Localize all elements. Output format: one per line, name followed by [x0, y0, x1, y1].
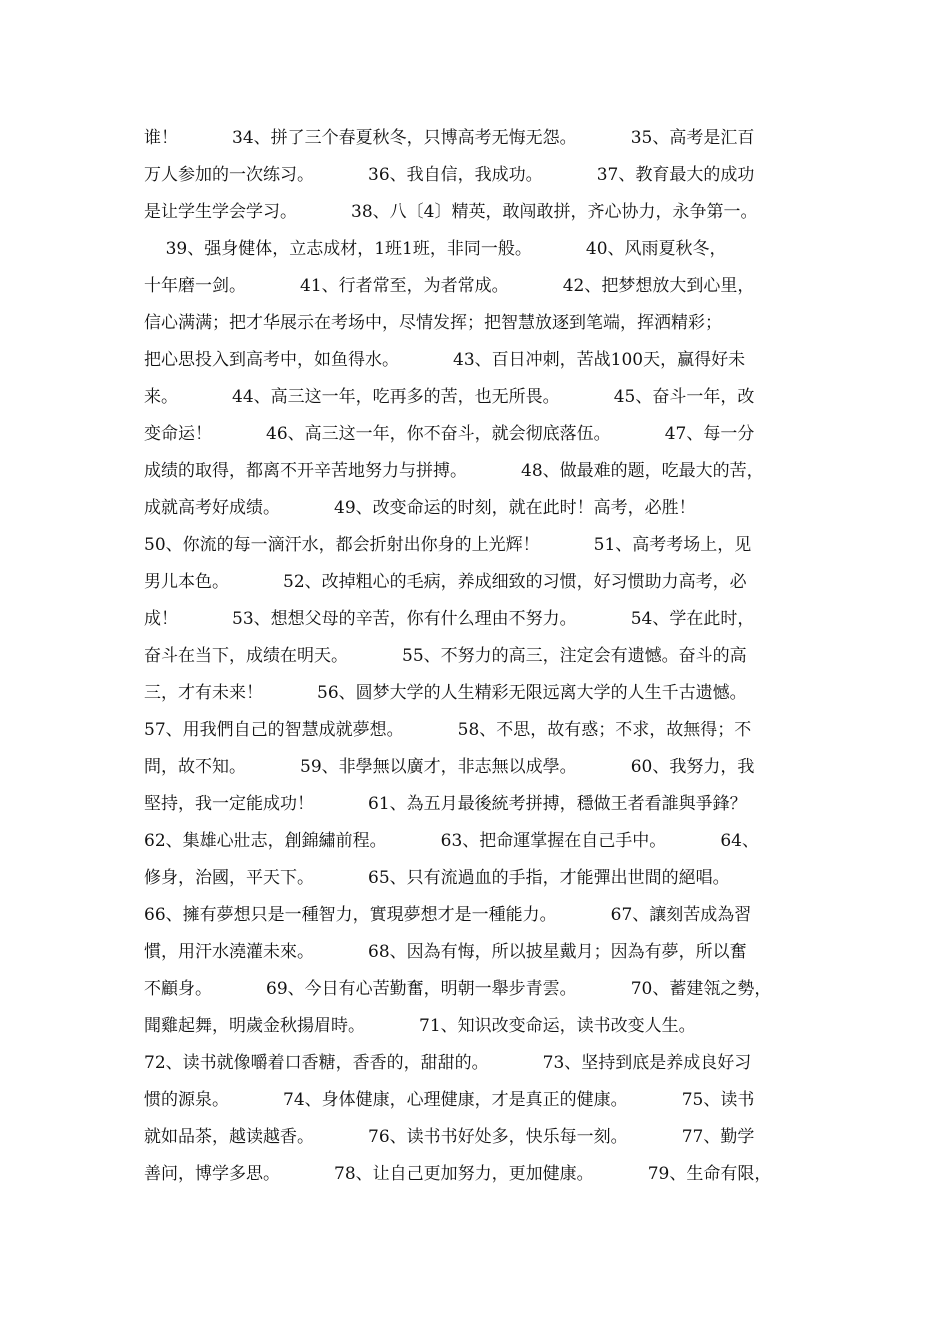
text-line: 是让学生学会学习。 38、八〔4〕精英，敢闯敢拼，齐心协力，永争第一。 [144, 202, 758, 222]
text-line: 谁！ 34、拼了三个春夏秋冬，只博高考无悔无怨。 35、高考是汇百 [144, 128, 755, 148]
text-line: 62、集雄心壯志，創錦繡前程。 63、把命運掌握在自己手中。 64、 [144, 831, 759, 851]
text-line: 聞雞起舞，明歲金秋揚眉時。 71、知识改变命运，读书改变人生。 [144, 1016, 696, 1036]
text-line: 慣，用汗水澆灌未來。 68、因為有悔，所以披星戴月；因為有夢，所以奮 [144, 942, 747, 962]
body-text [144, 120, 824, 1193]
text-line: 50、你流的每一滴汗水，都会折射出你身的上光辉！ 51、高考考场上，见 [144, 535, 752, 555]
text-line: 39、强身健体，立志成材，1班1班，非同一般。 40、风雨夏秋冬， [144, 239, 727, 259]
text-line: 惯的源泉。 74、身体健康，心理健康，才是真正的健康。 75、读书 [144, 1090, 755, 1110]
text-line: 善问，博学多思。 78、让自己更加努力，更加健康。 79、生命有限， [144, 1164, 772, 1184]
text-line: 問，故不知。 59、非學無以廣才，非志無以成學。 60、我努力，我 [144, 757, 755, 777]
text-line: 堅持，我一定能成功！ 61、為五月最後統考拼搏，穩做王者看誰與爭鋒？ [144, 794, 747, 814]
text-line: 修身，治國，平天下。 65、只有流過血的手指，才能彈出世間的絕唱。 [144, 868, 730, 888]
text-line: 万人参加的一次练习。 36、我自信，我成功。 37、教育最大的成功 [144, 165, 755, 185]
text-line: 72、读书就像嚼着口香糖，香香的，甜甜的。 73、坚持到底是养成良好习 [144, 1053, 752, 1073]
text-line: 66、擁有夢想只是一種智力，實現夢想才是一種能力。 67、讓刻苦成為習 [144, 905, 752, 925]
text-line: 把心思投入到高考中，如鱼得水。 43、百日冲刺，苦战100天，赢得好未 [144, 350, 746, 370]
text-line: 57、用我們自己的智慧成就夢想。 58、不思，故有惑；不求，故無得；不 [144, 720, 752, 740]
text-line: 不顧身。 69、今日有心苦勤奮，明朝一舉步青雲。 70、蓄建瓴之勢， [144, 979, 772, 999]
text-line: 成！ 53、想想父母的辛苦，你有什么理由不努力。 54、学在此时， [144, 609, 755, 629]
text-line: 三，才有未来！ 56、圆梦大学的人生精彩无限远离大学的人生千古遗憾。 [144, 683, 747, 703]
text-line: 男儿本色。 52、改掉粗心的毛病，养成细致的习惯，好习惯助力高考，必 [144, 572, 747, 592]
text-line: 奋斗在当下，成绩在明天。 55、不努力的高三，注定会有遗憾。奋斗的高 [144, 646, 747, 666]
text-line: 来。 44、高三这一年，吃再多的苦，也无所畏。 45、奋斗一年，改 [144, 387, 755, 407]
text-line: 就如品茶，越读越香。 76、读书书好处多，快乐每一刻。 77、勤学 [144, 1127, 755, 1147]
text-line: 成绩的取得，都离不开辛苦地努力与拼搏。 48、做最难的题，吃最大的苦， [144, 461, 764, 481]
text-line: 变命运！ 46、高三这一年，你不奋斗，就会彻底落伍。 47、每一分 [144, 424, 755, 444]
text-line: 信心满满；把才华展示在考场中，尽情发挥；把智慧放逐到笔端，挥洒精彩； [144, 313, 722, 333]
text-line: 十年磨一剑。 41、行者常至，为者常成。 42、把梦想放大到心里， [144, 276, 755, 296]
text-line: 成就高考好成绩。 49、改变命运的时刻，就在此时！高考，必胜！ [144, 498, 696, 518]
